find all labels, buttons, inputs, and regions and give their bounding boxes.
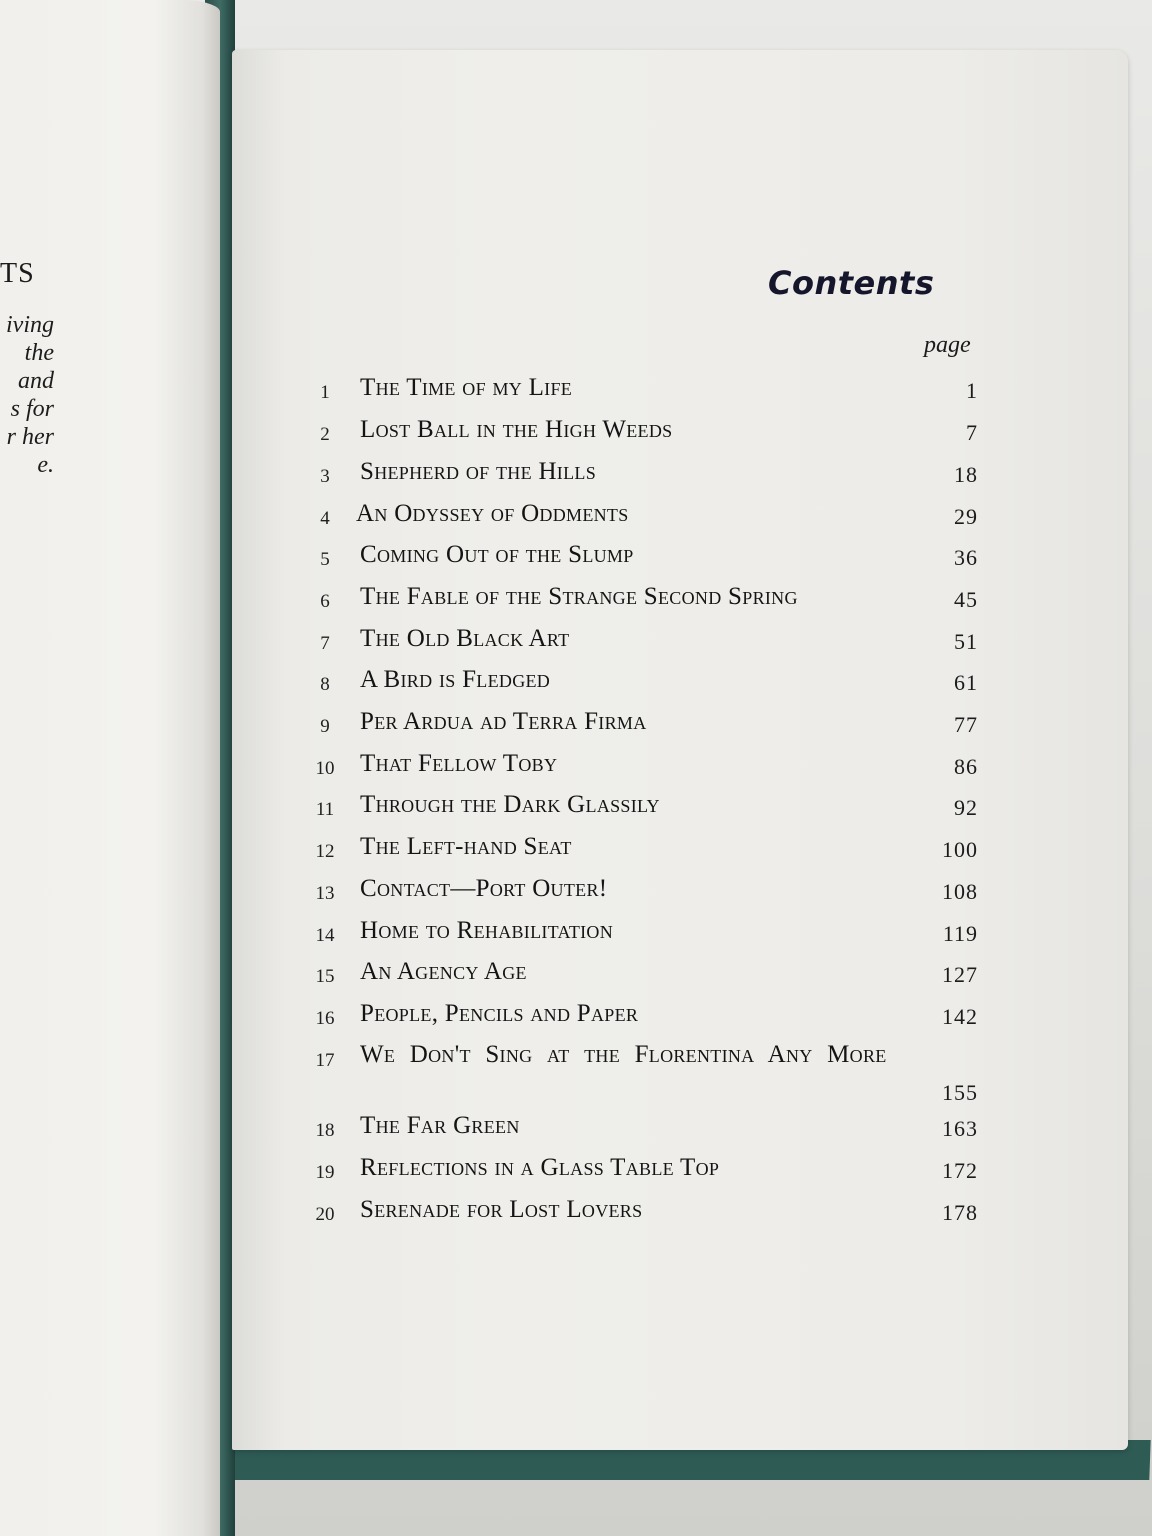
page-column-label: page (924, 332, 971, 358)
chapter-number: 4 (320, 508, 330, 529)
chapter-title: That Fellow Toby (360, 750, 558, 777)
chapter-page: 178 (942, 1200, 978, 1225)
chapter-title: Serenade for Lost Lovers (360, 1196, 643, 1223)
chapter-page: 92 (954, 795, 978, 820)
chapter-page: 127 (942, 962, 978, 987)
chapter-page: 29 (954, 504, 978, 529)
toc-entry (312, 1196, 978, 1232)
chapter-title: People, Pencils and Paper (360, 1000, 639, 1027)
toc-entry (312, 708, 978, 744)
toc-entry (312, 666, 978, 702)
toc-entry (312, 1154, 978, 1190)
chapter-number: 8 (320, 674, 330, 695)
chapter-number: 14 (315, 925, 335, 946)
chapter-number: 16 (315, 1008, 335, 1029)
chapter-number: 20 (315, 1204, 335, 1225)
chapter-number: 9 (320, 716, 330, 737)
chapter-number: 13 (315, 883, 335, 904)
chapter-number: 10 (315, 758, 335, 779)
chapter-title: Through the Dark Glassily (360, 791, 660, 818)
chapter-title: Coming Out of the Slump (360, 541, 634, 568)
chapter-title: The Fable of the Strange Second Spring (360, 583, 798, 610)
chapter-page: 77 (954, 712, 978, 737)
left-page-line: the (24, 340, 54, 366)
chapter-number: 7 (320, 633, 330, 654)
toc-entry (312, 541, 978, 577)
left-page-line: and (18, 368, 54, 394)
left-page-line: s for (10, 396, 54, 422)
chapter-number: 6 (320, 591, 330, 612)
chapter-page: 45 (954, 587, 978, 612)
chapter-number: 15 (315, 966, 335, 987)
chapter-page: 51 (954, 629, 978, 654)
chapter-page: 142 (942, 1004, 978, 1029)
toc-entry (312, 1000, 978, 1036)
chapter-page: 155 (942, 1080, 978, 1105)
chapter-title: We Don't Sing at the Florentina Any More (360, 1041, 887, 1068)
chapter-number: 3 (320, 466, 330, 487)
chapter-page: 61 (954, 670, 978, 695)
toc-entry (312, 1112, 978, 1148)
left-page-line: iving (6, 312, 54, 338)
toc-entry (312, 917, 978, 953)
toc-entry (312, 1042, 978, 1106)
chapter-title: The Left-hand Seat (360, 833, 572, 860)
chapter-number: 1 (320, 382, 330, 403)
chapter-title: A Bird is Fledged (360, 666, 551, 693)
chapter-title: Per Ardua ad Terra Firma (360, 708, 647, 735)
toc-entry (312, 750, 978, 786)
left-page-line: e. (37, 452, 54, 478)
toc-entry (312, 958, 978, 994)
chapter-page: 36 (954, 545, 978, 570)
chapter-page: 18 (954, 462, 978, 487)
toc-entry (312, 500, 978, 536)
left-page-heading: TS (0, 258, 35, 289)
chapter-page: 7 (966, 420, 978, 445)
chapter-page: 108 (942, 879, 978, 904)
toc-entry (312, 625, 978, 661)
chapter-title: The Old Black Art (360, 625, 570, 652)
chapter-number: 12 (315, 841, 335, 862)
chapter-title: An Odyssey of Oddments (356, 500, 629, 527)
chapter-title: Shepherd of the Hills (360, 458, 597, 485)
left-page (0, 0, 220, 1536)
chapter-title: Contact—Port Outer! (360, 875, 608, 902)
chapter-page: 119 (942, 921, 978, 946)
chapter-title: Lost Ball in the High Weeds (360, 416, 673, 443)
chapter-number: 17 (315, 1050, 335, 1071)
chapter-page: 100 (942, 837, 978, 862)
chapter-page: 172 (942, 1158, 978, 1183)
toc-entry (312, 416, 978, 452)
toc-entry (312, 833, 978, 869)
contents-title: Contents (768, 264, 935, 302)
chapter-number: 5 (320, 549, 330, 570)
toc-entry (312, 875, 978, 911)
toc-entry (312, 374, 978, 410)
toc-entry (312, 791, 978, 827)
chapter-title: Home to Rehabilitation (360, 917, 614, 944)
chapter-title: An Agency Age (360, 958, 527, 985)
chapter-number: 19 (315, 1162, 335, 1183)
contents-page (232, 50, 1128, 1450)
toc-entry (312, 458, 978, 494)
toc-entry (312, 583, 978, 619)
chapter-page: 86 (954, 754, 978, 779)
left-page-line: r her (6, 424, 54, 450)
chapter-number: 18 (315, 1120, 335, 1141)
chapter-page: 163 (942, 1116, 978, 1141)
chapter-number: 11 (315, 799, 335, 820)
chapter-number: 2 (320, 424, 330, 445)
chapter-title: Reflections in a Glass Table Top (360, 1154, 720, 1181)
chapter-page: 1 (966, 378, 978, 403)
chapter-title: The Far Green (360, 1112, 520, 1139)
chapter-title: The Time of my Life (360, 374, 573, 401)
